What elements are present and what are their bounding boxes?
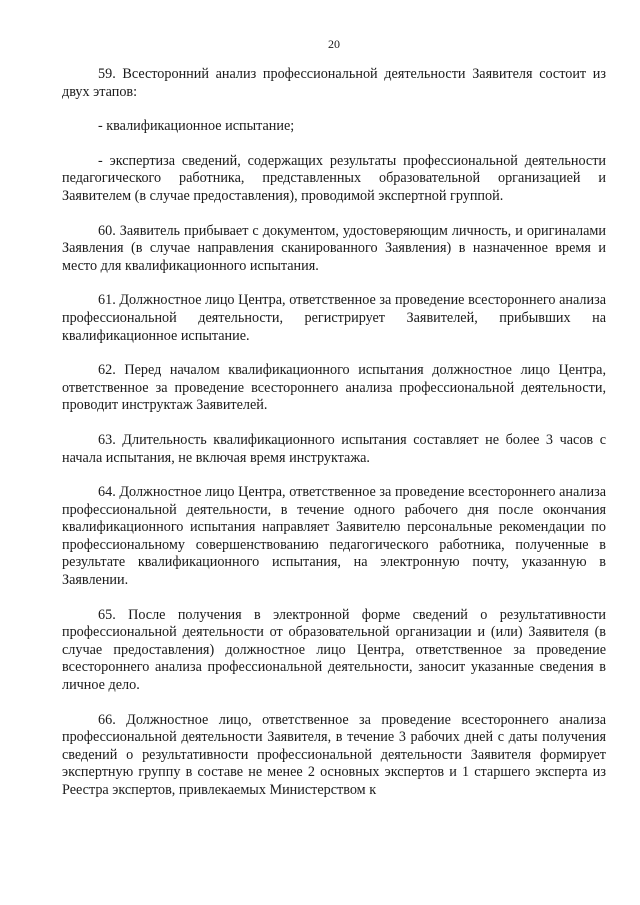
paragraph-65: 65. После получения в электронной форме сведений о результативности профессиональной деятельности от образовательной организации и (или) Заявителя (в случае предоставления) должностное лицо Центра, ответственное за проведение всестороннего анализа профессиональной деятельности, заносит указанные сведения в личное дело. xyxy=(62,606,606,694)
paragraph-66: 66. Должностное лицо, ответственное за проведение всестороннего анализа профессиональной деятельности Заявителя, в течение 3 рабочих дней с даты получения сведений о результативности профессиональной деятельности Заявителя формирует экспертную группу в составе не менее 2 основных экспертов и 1 старшего эксперта из Реестра экспертов, привлекаемых Министерством к xyxy=(62,711,606,798)
paragraph-61: 61. Должностное лицо Центра, ответственное за проведение всестороннего анализа профессиональной деятельности, регистрирует Заявителей, прибывших на квалификационное испытание. xyxy=(62,292,606,344)
paragraph-64: 64. Должностное лицо Центра, ответственное за проведение всестороннего анализа профессиональной деятельности, в течение одного рабочего дня после окончания квалификационного испытания направляет Заявителю персональные рекомендации по профессиональному совершенствованию педагогического работника, полученные в результате квалификационного испытания, на электронную почту, указанную в Заявлении. xyxy=(62,484,606,589)
list-item-expert-review: - экспертиза сведений, содержащих результаты профессиональной деятельности педагогического работника, представленных образовательной организацией и Заявителем (в случае предоставления), проводимой экспертной группой. xyxy=(62,152,606,204)
paragraph-62: 62. Перед началом квалификационного испытания должностное лицо Центра, ответственное за проведение всестороннего анализа профессиональной деятельности, проводит инструктаж Заявителей. xyxy=(62,362,606,414)
paragraph-59: 59. Всесторонний анализ профессиональной деятельности Заявителя состоит из двух этапов: xyxy=(62,66,606,100)
list-item-qualification-test: - квалификационное испытание; xyxy=(98,118,295,135)
paragraph-63: 63. Длительность квалификационного испытания составляет не более 3 часов с начала испытания, не включая время инструктажа. xyxy=(62,431,606,466)
page-number: 20 xyxy=(328,37,340,51)
paragraph-60: 60. Заявитель прибывает с документом, удостоверяющим личность, и оригиналами Заявления (в случае направления сканированного Заявления) в назначенное время и место для квалификационного испытания. xyxy=(62,222,606,274)
document-body xyxy=(62,66,606,817)
